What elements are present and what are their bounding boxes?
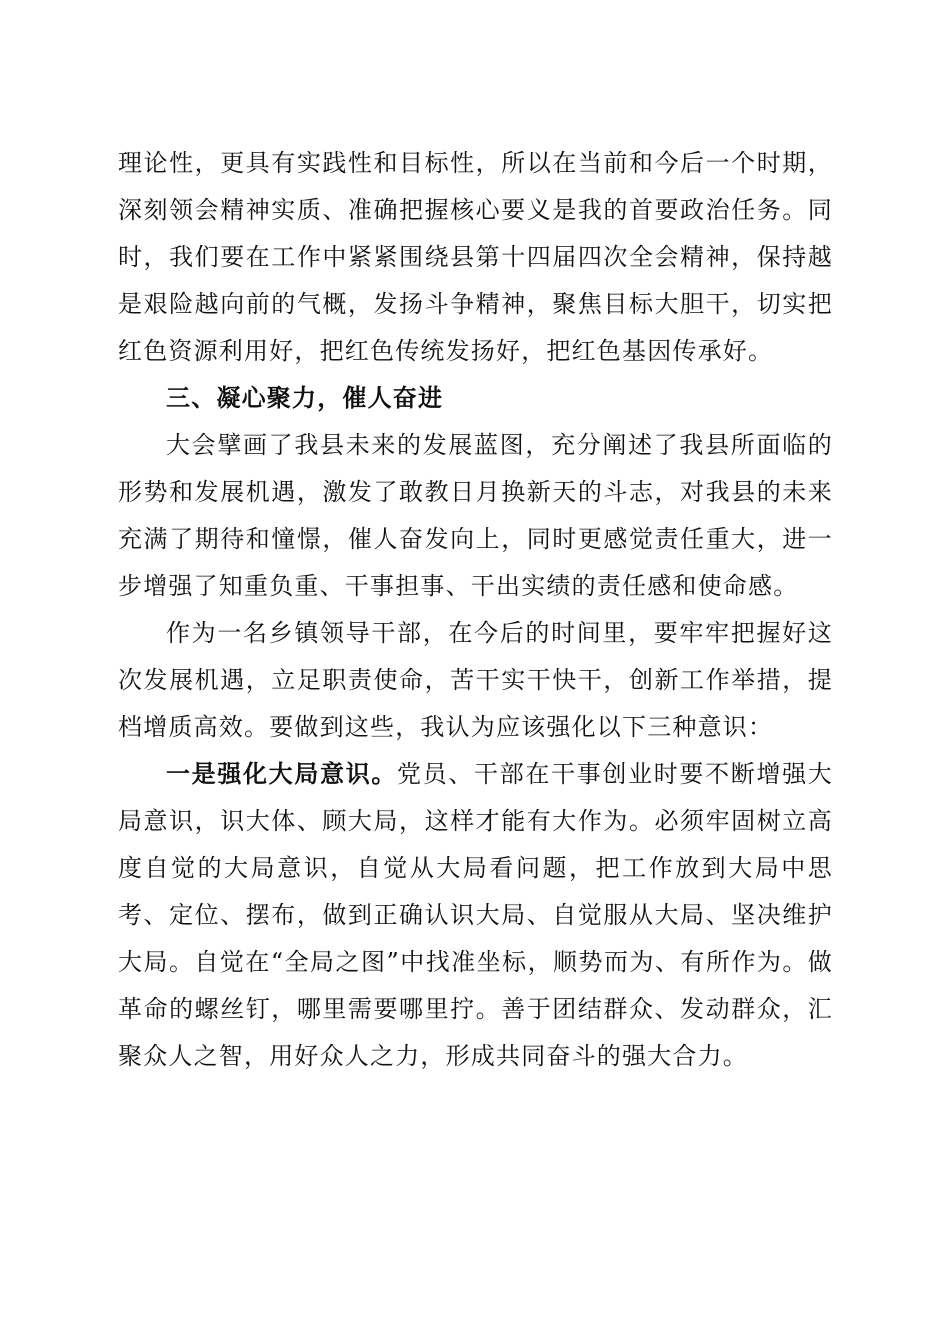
paragraph-lead-phrase: 一是强化大局意识。 bbox=[166, 760, 398, 788]
section-heading: 三、凝心聚力，催人奋进 bbox=[166, 384, 444, 412]
document-body bbox=[118, 140, 833, 1080]
paragraph-continuation: 理论性，更具有实践性和目标性，所以在当前和今后一个时期，深刻领会精神实质、准确把握核心要义是我的首要政治任务。同时，我们要在工作中紧紧围绕县第十四届四次全会精神，保持越是艰险越向前的气概，发扬斗争精神，聚焦目标大胆干，切实把红色资源利用好，把红色传统发扬好，把红色基因传承好。 bbox=[118, 149, 833, 365]
paragraph-conference-vision: 大会擘画了我县未来的发展蓝图，充分阐述了我县所面临的形势和发展机遇，激发了敢教日月换新天的斗志，对我县的未来充满了期待和憧憬，催人奋发向上，同时更感觉责任重大，进一步增强了知重负重、干事担事、干出实绩的责任感和使命感。 bbox=[118, 431, 833, 600]
paragraph-township-cadre: 作为一名乡镇领导干部，在今后的时间里，要牢牢把握好这次发展机遇，立足职责使命，苦干实干快干，创新工作举措，提档增质高效。要做到这些，我认为应该强化以下三种意识： bbox=[118, 619, 833, 741]
paragraph-body-text: 党员、干部在干事创业时要不断增强大局意识，识大体、顾大局，这样才能有大作为。必须牢固树立高度自觉的大局意识，自觉从大局看问题，把工作放到大局中思考、定位、摆布，做到正确认识大局、自觉服从大局、坚决维护大局。自觉在“全局之图”中找准坐标，顺势而为、有所作为。做革命的螺丝钉，哪里需要哪里拧。善于团结群众、发动群众，汇聚众人之智，用好众人之力，形成共同奋斗的强大合力。 bbox=[118, 760, 833, 1070]
paragraph-overall-awareness bbox=[118, 751, 833, 1080]
